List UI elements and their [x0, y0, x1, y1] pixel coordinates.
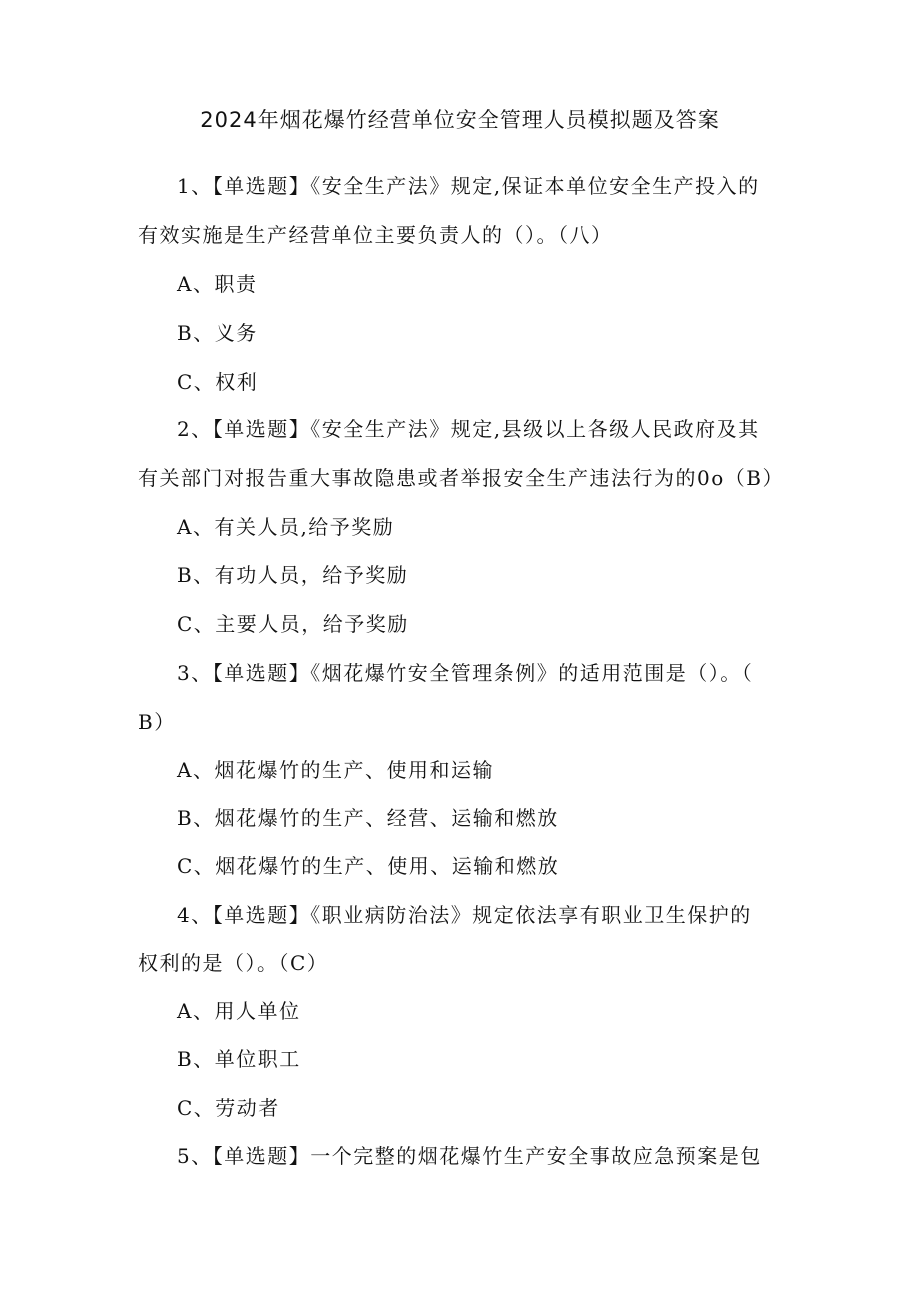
question-3-line-1: 3、【单选题】《烟花爆竹安全管理条例》的适用范围是（）。（ [177, 661, 754, 685]
question-3-option-b: B、烟花爆竹的生产、经营、运输和燃放 [177, 806, 559, 830]
question-1-line-2: 有效实施是生产经营单位主要负责人的（）。（八） [138, 223, 613, 247]
question-2-option-b: B、有功人员，给予奖励 [177, 563, 409, 587]
question-3-line-2: B） [138, 710, 176, 734]
question-4-line-1: 4、【单选题】《职业病防治法》规定依法享有职业卫生保护的 [177, 903, 752, 927]
question-1-line-1: 1、【单选题】《安全生产法》规定,保证本单位安全生产投入的 [177, 174, 760, 198]
question-4-option-c: C、劳动者 [177, 1096, 280, 1120]
question-3-option-c: C、烟花爆竹的生产、使用、运输和燃放 [177, 854, 560, 878]
question-1-option-c: C、权利 [177, 370, 259, 394]
question-1-option-a: A、职责 [177, 272, 258, 296]
question-5-line-1: 5、【单选题】一个完整的烟花爆竹生产安全事故应急预案是包 [177, 1144, 762, 1168]
question-2-option-c: C、主要人员，给予奖励 [177, 612, 409, 636]
question-2-line-1: 2、【单选题】《安全生产法》规定,县级以上各级人民政府及其 [177, 417, 760, 441]
question-4-line-2: 权利的是（）。（C） [138, 951, 329, 975]
question-4-option-b: B、单位职工 [177, 1047, 301, 1071]
document-title: 2024年烟花爆竹经营单位安全管理人员模拟题及答案 [200, 108, 720, 132]
question-4-option-a: A、用人单位 [177, 999, 301, 1023]
question-2-option-a: A、有关人员,给予奖励 [177, 515, 395, 539]
question-1-option-b: B、义务 [177, 321, 258, 345]
question-3-option-a: A、烟花爆竹的生产、使用和运输 [177, 758, 494, 782]
question-2-line-2: 有关部门对报告重大事故隐患或者举报安全生产违法行为的0o（B） [138, 466, 784, 490]
